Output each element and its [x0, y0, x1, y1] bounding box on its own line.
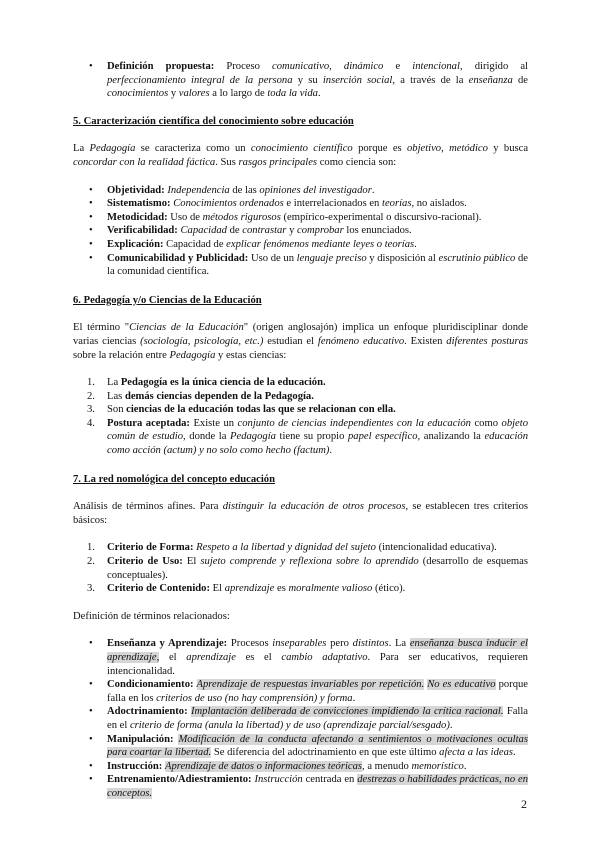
item-label: Manipulación:: [107, 733, 174, 745]
text-run: , dirigido al: [459, 61, 529, 72]
text-run: Pedagogía: [169, 349, 216, 361]
text-run: , se establecen tres criterios básicos:: [73, 501, 528, 526]
section-heading-5: 5. Caracterización científica del conocimiento sobre educación: [73, 115, 354, 127]
list-item: [73, 541, 528, 555]
item-label: Entrenamiento/Adiestramiento:: [107, 774, 252, 786]
text-run: .: [414, 238, 417, 250]
item-text: [107, 377, 326, 388]
text-run: .: [463, 760, 467, 772]
item-label: Objetividad:: [107, 184, 165, 196]
text-run: El: [209, 583, 225, 595]
text-run: (sociología, psicología, etc.): [140, 335, 264, 347]
text-run: cambio adaptativo: [281, 652, 368, 663]
item-number: 4.: [87, 417, 95, 429]
section-5-intro: [73, 142, 528, 169]
text-run: Capacidad: [180, 225, 227, 237]
text-run: ,: [441, 143, 450, 155]
item-number: 1.: [87, 377, 95, 389]
text-run: diferentes posturas: [446, 335, 528, 347]
text-run: ciencias de la educación todas las que se relacionan con ella.: [126, 404, 396, 416]
text-run: Postura aceptada:: [107, 417, 190, 429]
section-7-intro: [73, 500, 528, 527]
item-number: 1.: [87, 542, 95, 554]
text-run: a lo largo de: [209, 88, 268, 100]
text-run: Proceso: [214, 61, 273, 72]
text-run: (empírico-experimental o discursivo-racional).: [280, 211, 482, 223]
text-run: El: [182, 556, 201, 568]
item-text: [107, 542, 497, 553]
text-run: aprendizaje: [186, 652, 236, 663]
text-run: criterio de forma (anula la libertad) y de uso (aprendizaje parcial/sesgado): [129, 719, 450, 731]
list-item: [73, 733, 528, 760]
text-run: .: [352, 692, 356, 704]
text-run: perfeccionamiento integral de la persona: [107, 74, 293, 86]
text-run: Aprendizaje de respuestas invariables por repetición.: [196, 679, 425, 691]
text-run: . Para ser educativos, requieren intencionalidad.: [107, 652, 528, 677]
text-run: y estas ciencias:: [215, 349, 287, 361]
list-item: [73, 390, 528, 404]
text-run: Uso de: [167, 211, 203, 223]
text-run: e: [383, 61, 413, 72]
text-run: objeto común de estudio: [107, 417, 528, 443]
text-run: , a menudo: [362, 760, 412, 772]
item-number: 2.: [87, 390, 95, 402]
list-item: [73, 417, 528, 458]
text-run: de: [226, 225, 243, 237]
text-run: (intencionalidad educativa).: [375, 542, 497, 554]
text-run: Implantación deliberada de convicciones impidiendo la crítica racional.: [190, 706, 504, 718]
list-item: [73, 678, 528, 705]
text-run: . Existen: [404, 335, 447, 347]
text-run: conocimientos: [107, 88, 169, 100]
item-number: 2.: [87, 556, 95, 568]
text-run: , donde la: [183, 431, 231, 443]
list-item: [73, 238, 528, 252]
list-item: [73, 760, 528, 774]
text-run: tiene su propio: [275, 431, 348, 443]
item-label: Definición propuesta:: [107, 61, 215, 72]
text-run: .: [329, 445, 333, 457]
text-run: y disposición al: [366, 252, 439, 264]
text-run: sujeto comprende y reflexiona sobre lo aprendido: [200, 556, 419, 568]
text-run: los enunciados.: [343, 225, 412, 237]
text-run: Son: [107, 404, 127, 416]
list-item: [73, 224, 528, 238]
text-run: el: [159, 652, 187, 663]
text-run: " (origen anglosajón) implica un enfoque pluridisciplinar donde varias ciencias: [73, 322, 528, 347]
text-run: objetivo: [406, 143, 442, 155]
text-run: es: [274, 583, 289, 595]
text-run: enseñanza busca inducir el aprendizaje,: [107, 638, 529, 663]
item-label: Metodicidad:: [107, 211, 168, 223]
text-run: destrezas o habilidades prácticas, no en conceptos.: [107, 774, 528, 799]
text-run: memorístico: [411, 760, 464, 772]
item-label: Explicación:: [107, 238, 164, 250]
list-item: [73, 211, 528, 225]
text-run: demás ciencias dependen de la Pedagogía.: [124, 390, 314, 402]
text-run: aprendizaje: [224, 583, 275, 595]
text-run: .: [317, 88, 321, 100]
text-run: , analizando la: [417, 431, 485, 443]
text-run: dinámico: [343, 61, 384, 72]
text-run: Análisis de términos afines. Para: [73, 501, 223, 513]
text-run: intencional: [412, 61, 460, 72]
text-run: centrada en: [302, 774, 358, 786]
text-run: inseparables: [272, 638, 327, 650]
text-run: Pedagogía es la única ciencia de la educación.: [120, 377, 326, 389]
page-number: 2: [521, 797, 527, 811]
item-number: 3.: [87, 583, 95, 595]
text-run: ,: [329, 61, 344, 72]
text-run: afecta a las ideas: [439, 747, 514, 759]
text-run: escrutinio público: [438, 252, 516, 264]
text-run: metódico: [449, 143, 488, 155]
text-run: estudian el: [263, 335, 318, 347]
text-run: toda la vida: [267, 88, 318, 100]
text-run: Ciencias de la Educación: [129, 322, 244, 334]
item-label: Adoctrinamiento:: [107, 706, 188, 718]
text-run: valores: [178, 88, 210, 100]
list-item: [73, 184, 528, 198]
text-run: .: [513, 747, 516, 759]
text-run: Pedagogía: [89, 143, 136, 155]
text-run: No es educativo: [427, 679, 496, 691]
text-run: Independencia: [167, 184, 230, 196]
text-run: como ciencia son:: [317, 156, 397, 168]
text-run: se caracteriza como un: [135, 143, 251, 155]
text-run: Existe un: [189, 417, 238, 429]
text-run: criterios de uso (no hay comprensión) y forma: [156, 692, 353, 704]
text-run: conocimiento científico: [250, 143, 353, 155]
text-run: (ético).: [372, 583, 406, 595]
item-label: Condicionamiento:: [107, 679, 194, 691]
section-heading-7: 7. La red nomológica del concepto educación: [73, 473, 275, 485]
text-run: La: [73, 143, 90, 155]
text-run: pero: [326, 638, 353, 650]
text-run: enseñanza: [468, 74, 513, 86]
item-text: [107, 556, 528, 581]
text-run: porque es: [352, 143, 407, 155]
text-run: y: [168, 88, 179, 100]
text-run: Criterio de Uso:: [107, 556, 183, 568]
list-item: [73, 376, 528, 390]
list-item: [73, 403, 528, 417]
text-run: lenguaje preciso: [296, 252, 367, 264]
list-item: [73, 773, 528, 800]
list-item: [73, 555, 528, 582]
related-terms-intro: Definición de términos relacionados:: [73, 610, 230, 622]
text-run: , no aislados.: [411, 198, 467, 210]
text-run: distinguir la educación de otros procesos: [222, 501, 406, 513]
text-run: Conocimientos ordenados: [173, 198, 284, 210]
text-run: (desarrollo de esquemas conceptuales).: [107, 556, 528, 581]
text-run: y busca: [487, 143, 529, 155]
list-item: [73, 637, 528, 678]
text-run: opiniones del investigador: [259, 184, 372, 196]
item-label: Instrucción:: [107, 760, 163, 772]
text-run: Criterio de Contenido:: [107, 583, 210, 595]
list-item: [73, 582, 528, 596]
text-run: métodos rigurosos: [202, 211, 281, 223]
text-run: Procesos: [227, 638, 273, 650]
section-heading-6: 6. Pedagogía y/o Ciencias de la Educación: [73, 294, 262, 306]
text-run: Modificación de la conducta afectando a sentimientos o motivaciones ocultas para coartar la libertad.: [107, 733, 528, 759]
section-5-list: [73, 184, 528, 279]
item-text: [162, 761, 466, 772]
text-run: y su: [292, 74, 323, 86]
item-label: Verificabilidad:: [107, 225, 178, 237]
text-run: distintos: [352, 638, 389, 650]
item-text: [107, 418, 528, 456]
list-item: [73, 60, 528, 101]
item-label: Sistematismo:: [107, 198, 171, 210]
item-label: Comunicabilidad y Publicidad:: [107, 252, 249, 264]
intro-list: [73, 60, 528, 101]
text-run: explicar fenómenos mediante leyes o teorías: [226, 238, 415, 250]
text-run: de: [512, 74, 528, 86]
text-run: . Sus: [215, 156, 239, 168]
text-run: Uso de un: [248, 252, 297, 264]
item-label: Enseñanza y Aprendizaje:: [107, 638, 228, 650]
text-run: e interrelacionados en: [283, 198, 383, 210]
text-run: concordar con la realidad fáctica: [73, 156, 216, 168]
criteria-list: [73, 541, 528, 595]
text-run: de las: [229, 184, 260, 196]
text-run: rasgos principales: [238, 156, 318, 168]
item-text: [178, 225, 412, 236]
text-run: como: [470, 417, 502, 429]
text-run: papel específico: [348, 431, 418, 443]
text-run: comprobar: [297, 225, 344, 237]
item-text: [107, 583, 405, 594]
text-run: contrastar: [242, 225, 287, 237]
text-run: de la comunidad científica.: [107, 252, 528, 278]
item-text: [107, 391, 314, 402]
text-run: sobre la relación entre: [73, 349, 170, 361]
section-6-intro: [73, 321, 528, 362]
list-item: [73, 197, 528, 211]
text-run: inserción social: [322, 74, 393, 86]
text-run: porque falla en los: [107, 679, 528, 704]
text-run: Criterio de Forma:: [107, 542, 194, 554]
item-number: 3.: [87, 404, 95, 416]
text-run: .: [449, 719, 453, 731]
text-run: educación como acción (actum) y no solo como hecho (factum): [107, 431, 529, 457]
list-item: [73, 705, 528, 732]
text-run: , a través de la: [392, 74, 469, 86]
text-run: teorías: [382, 198, 412, 210]
item-text: [164, 239, 417, 250]
item-text: [171, 198, 467, 209]
text-run: El término ": [73, 322, 130, 334]
list-item: [73, 252, 528, 279]
text-run: comunicativo: [272, 61, 330, 72]
text-run: moralmente valioso: [288, 583, 373, 595]
text-run: Capacidad de: [163, 238, 227, 250]
text-run: La: [107, 377, 121, 389]
text-run: Pedagogía: [230, 431, 276, 443]
section-6-list: [73, 376, 528, 458]
text-run: fenómeno educativo: [317, 335, 405, 347]
text-run: Aprendizaje de datos o informaciones teóricas: [164, 760, 363, 772]
item-text: [168, 212, 482, 223]
text-run: Instrucción: [254, 774, 303, 786]
text-run: Se diferencia del adoctrinamiento en que este último: [211, 747, 440, 759]
text-run: es el: [235, 652, 282, 663]
text-run: . La: [388, 638, 410, 650]
text-run: y: [286, 225, 298, 237]
text-run: Falla en el: [107, 706, 528, 731]
text-run: Las: [107, 390, 125, 402]
related-terms-list: [73, 637, 528, 800]
text-run: .: [371, 184, 375, 196]
text-run: conjunto de ciencias independientes con la educación: [237, 417, 471, 429]
item-text: [165, 185, 375, 196]
item-text: [107, 404, 396, 415]
text-run: Respeto a la libertad y dignidad del sujeto: [196, 542, 376, 554]
